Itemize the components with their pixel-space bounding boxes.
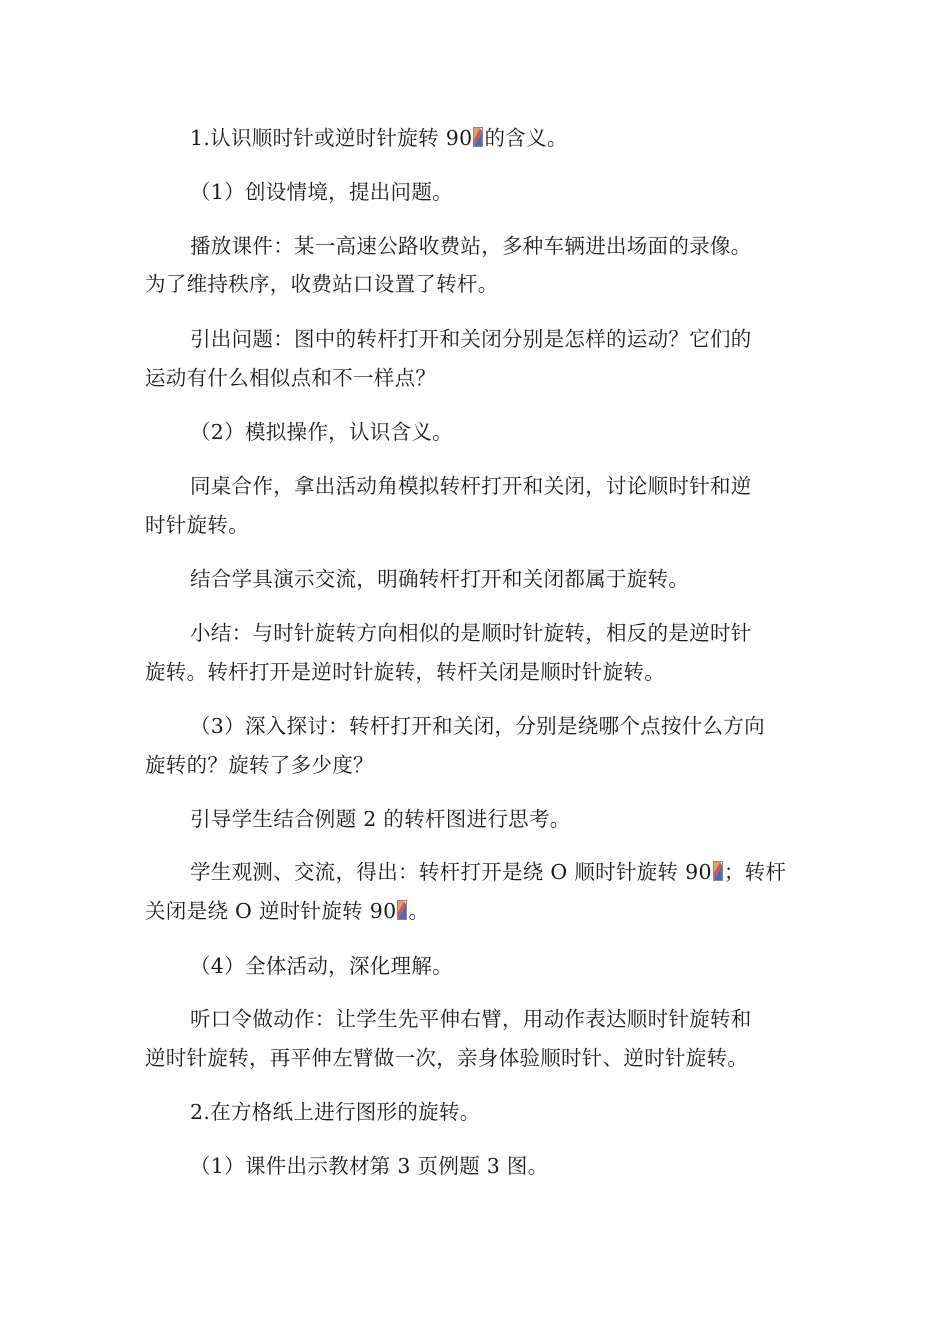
line-text: （1）创设情境，提出问题。 (190, 180, 453, 204)
text-line (190, 418, 453, 446)
line-text: 学生观测、交流，得出：转杆打开是绕 O 顺时针旋转 90 (190, 860, 712, 884)
line-text: 引出问题：图中的转杆打开和关闭分别是怎样的运动？它们的 (190, 327, 752, 351)
text-line (190, 124, 568, 152)
text-line (145, 751, 374, 779)
text-line (190, 1098, 481, 1126)
text-line (145, 364, 436, 392)
text-line (190, 805, 571, 833)
text-line (190, 1152, 549, 1180)
text-line (190, 1005, 752, 1033)
broken-degree-glyph-icon (473, 126, 483, 146)
broken-degree-glyph-icon (713, 860, 723, 880)
text-line (190, 952, 453, 980)
text-line (190, 325, 752, 353)
line-text: 结合学具演示交流，明确转杆打开和关闭都属于旋转。 (190, 567, 690, 591)
text-line (190, 858, 786, 886)
line-text: （4）全体活动，深化理解。 (190, 954, 453, 978)
line-text: 旋转的？旋转了多少度？ (145, 753, 374, 777)
text-line (145, 1044, 748, 1072)
text-line (145, 270, 499, 298)
line-text-continued: 的含义。 (484, 126, 568, 150)
text-line (190, 565, 689, 593)
line-text: 运动有什么相似点和不一样点？ (145, 366, 437, 390)
line-text: 听口令做动作：让学生先平伸右臂，用动作表达顺时针旋转和 (190, 1007, 752, 1031)
line-text: 旋转。转杆打开是逆时针旋转，转杆关闭是顺时针旋转。 (145, 660, 665, 684)
text-line (190, 619, 752, 647)
line-text: 1.认识顺时针或逆时针旋转 90 (190, 126, 473, 150)
line-text: 播放课件：某一高速公路收费站，多种车辆进出场面的录像。 (190, 234, 752, 258)
line-text: 为了维持秩序，收费站口设置了转杆。 (145, 272, 499, 296)
broken-degree-glyph-icon (397, 899, 407, 919)
line-text: 小结：与时针旋转方向相似的是顺时针旋转，相反的是逆时针 (190, 621, 752, 645)
line-text: 逆时针旋转，再平伸左臂做一次，亲身体验顺时针、逆时针旋转。 (145, 1046, 749, 1070)
text-line (190, 232, 752, 260)
text-line (190, 712, 765, 740)
line-text: 同桌合作，拿出活动角模拟转杆打开和关闭，讨论顺时针和逆 (190, 474, 752, 498)
text-line (145, 658, 665, 686)
line-text: 时针旋转。 (145, 513, 249, 537)
line-text: 引导学生结合例题 2 的转杆图进行思考。 (190, 807, 571, 831)
text-line (145, 511, 249, 539)
line-text-continued: 。 (408, 899, 430, 923)
text-line (190, 472, 752, 500)
line-text-continued: ；转杆 (723, 860, 787, 884)
text-line (190, 178, 453, 206)
line-text: （1）课件出示教材第 3 页例题 3 图。 (190, 1154, 549, 1178)
line-text: 关闭是绕 O 逆时针旋转 90 (145, 899, 397, 923)
text-line (145, 897, 429, 925)
line-text: 2.在方格纸上进行图形的旋转。 (190, 1100, 481, 1124)
line-text: （3）深入探讨：转杆打开和关闭，分别是绕哪个点按什么方向 (190, 714, 765, 738)
line-text: （2）模拟操作，认识含义。 (190, 420, 453, 444)
